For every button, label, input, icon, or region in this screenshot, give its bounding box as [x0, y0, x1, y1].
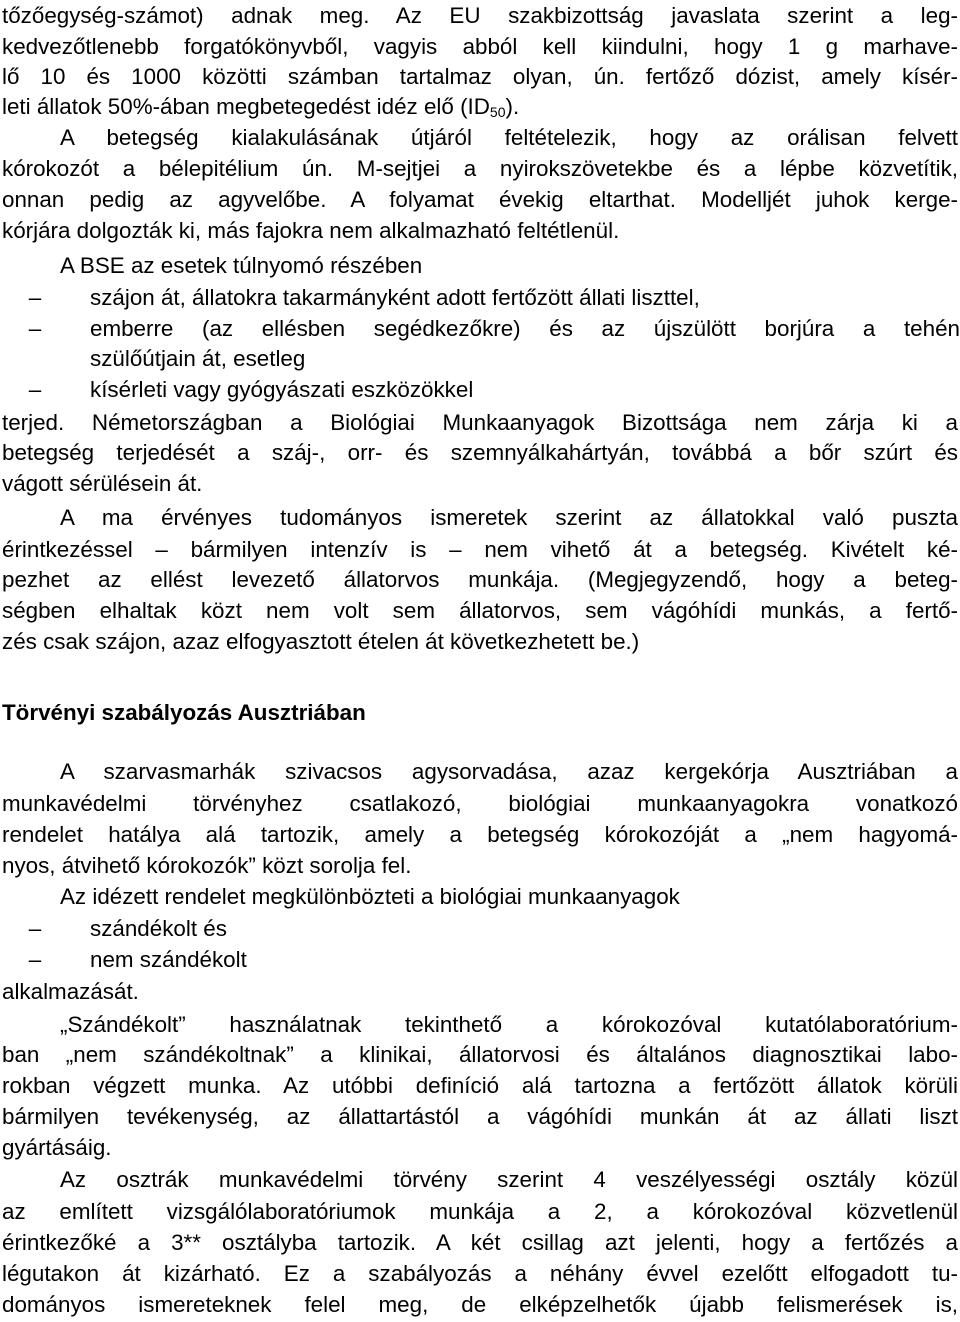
- text-line: onnan pedig az agyvelőbe. A folyamat évekig eltarthat. Modelljét juhok kerge-: [2, 187, 958, 212]
- list-item: [2, 914, 958, 944]
- text-line: az említett vizsgálólaboratóriumok munkája a 2, a kórokozóval közvetlenül: [2, 1199, 958, 1224]
- list-item: [2, 283, 958, 313]
- text-line: zés csak szájon, azaz elfogyasztott ételen át következhetett be.): [2, 629, 640, 654]
- text-line: nyos, átvihető kórokozók” közt sorolja fel.: [2, 853, 412, 878]
- text-line: betegség terjedését a száj-, orr- és szemnyálkahártyán, továbbá a bőr szúrt és: [2, 440, 958, 465]
- text-line: vágott sérülésein át.: [2, 471, 203, 496]
- dash-bullet: –: [28, 377, 42, 402]
- text-line: lő 10 és 1000 közötti számban tartalmaz olyan, ún. fertőző dózist, amely kísér-: [2, 64, 958, 89]
- text-line: gyártásáig.: [2, 1135, 112, 1160]
- text-line: dományos ismereteknek felel meg, de elképzelhetők újabb felismerések is,: [2, 1292, 958, 1317]
- text-line: munkavédelmi törvényhez csatlakozó, biológiai munkaanyagokra vonatkozó: [2, 791, 958, 816]
- text-line: ban „nem szándékoltnak” a klinikai, állatorvosi és általános diagnosztikai labo-: [2, 1042, 958, 1067]
- text-line: rokban végzett munka. Az utóbbi definíció alá tartozna a fertőzött állatok körüli: [2, 1073, 958, 1098]
- text-line: ségben elhaltak közt nem volt sem állatorvos, sem vágóhídi munkás, a fertő-: [2, 598, 958, 623]
- text-line: Az idézett rendelet megkülönbözteti a biológiai munkaanyagok: [60, 884, 680, 909]
- text-line: tőzőegység-számot) adnak meg. Az EU szakbizottság javaslata szerint a leg-: [2, 3, 958, 28]
- text-line: érintkezéssel – bármilyen intenzív is – nem vihető át a betegség. Kivételt ké-: [2, 537, 958, 562]
- list-item-text: kísérleti vagy gyógyászati eszközökkel: [90, 377, 474, 402]
- text-line: alkalmazását.: [2, 979, 139, 1004]
- text-line: terjed. Németországban a Biológiai Munkaanyagok Bizottsága nem zárja ki a: [2, 410, 958, 435]
- text-line: A betegség kialakulásának útjáról feltételezik, hogy az orálisan felvett: [60, 125, 958, 150]
- text-line: érintkezőké a 3** osztályba tartozik. A két csillag azt jelenti, hogy a fertőzés a: [2, 1230, 958, 1255]
- subscript: 50: [489, 104, 506, 120]
- section-heading: Törvényi szabályozás Ausztriában: [2, 700, 366, 725]
- text-line: Az osztrák munkavédelmi törvény szerint 4 veszélyességi osztály közül: [60, 1167, 958, 1192]
- list-item: [2, 375, 958, 405]
- dash-bullet: –: [28, 916, 42, 941]
- text-line: bármilyen tevékenység, az állattartástól a vágóhídi munkán át az állati liszt: [2, 1104, 958, 1129]
- list-item-text: szájon át, állatokra takarmányként adott fertőzött állati liszttel,: [90, 285, 700, 310]
- list-item-text: emberre (az ellésben segédkezőkre) és az újszülött borjúra a tehén: [90, 316, 960, 341]
- text-line: rendelet hatálya alá tartozik, amely a betegség kórokozóját a „nem hagyomá-: [2, 822, 958, 847]
- dash-bullet: –: [28, 316, 42, 341]
- text-line: „Szándékolt” használatnak tekinthető a kórokozóval kutatólaboratórium-: [60, 1012, 958, 1037]
- list-item-continuation: szülőútjain át, esetleg: [90, 346, 306, 371]
- dash-bullet: –: [28, 285, 42, 310]
- list-item: [2, 945, 958, 975]
- list-item-text: nem szándékolt: [90, 947, 247, 972]
- text-line: A BSE az esetek túlnyomó részében: [60, 253, 423, 278]
- list-item: [2, 314, 958, 344]
- dash-bullet: –: [28, 947, 42, 972]
- text-line: kórjára dolgozták ki, más fajokra nem alkalmazható feltétlenül.: [2, 218, 620, 243]
- text-line: kedvezőtlenebb forgatókönyvből, vagyis abból kell kiindulni, hogy 1 g marhave-: [2, 34, 958, 59]
- text-line: leti állatok 50%-ában megbetegedést idéz elő $(ID_{50})$.: [2, 94, 520, 120]
- text-line: pezhet az ellést levezető állatorvos munkája. (Megjegyzendő, hogy a beteg-: [2, 567, 958, 592]
- text-line: légutakon át kizárható. Ez a szabályozás a néhány évvel ezelőtt elfogadott tu-: [2, 1261, 958, 1286]
- text-line: kórokozót a bélepitélium ún. M-sejtjei a nyirokszövetekbe és a lépbe közvetítik,: [2, 156, 958, 181]
- text-line: A szarvasmarhák szivacsos agysorvadása, azaz kergekórja Ausztriában a: [60, 759, 958, 784]
- text-line: A ma érvényes tudományos ismeretek szerint az állatokkal való puszta: [60, 505, 958, 530]
- list-item-text: szándékolt és: [90, 916, 227, 941]
